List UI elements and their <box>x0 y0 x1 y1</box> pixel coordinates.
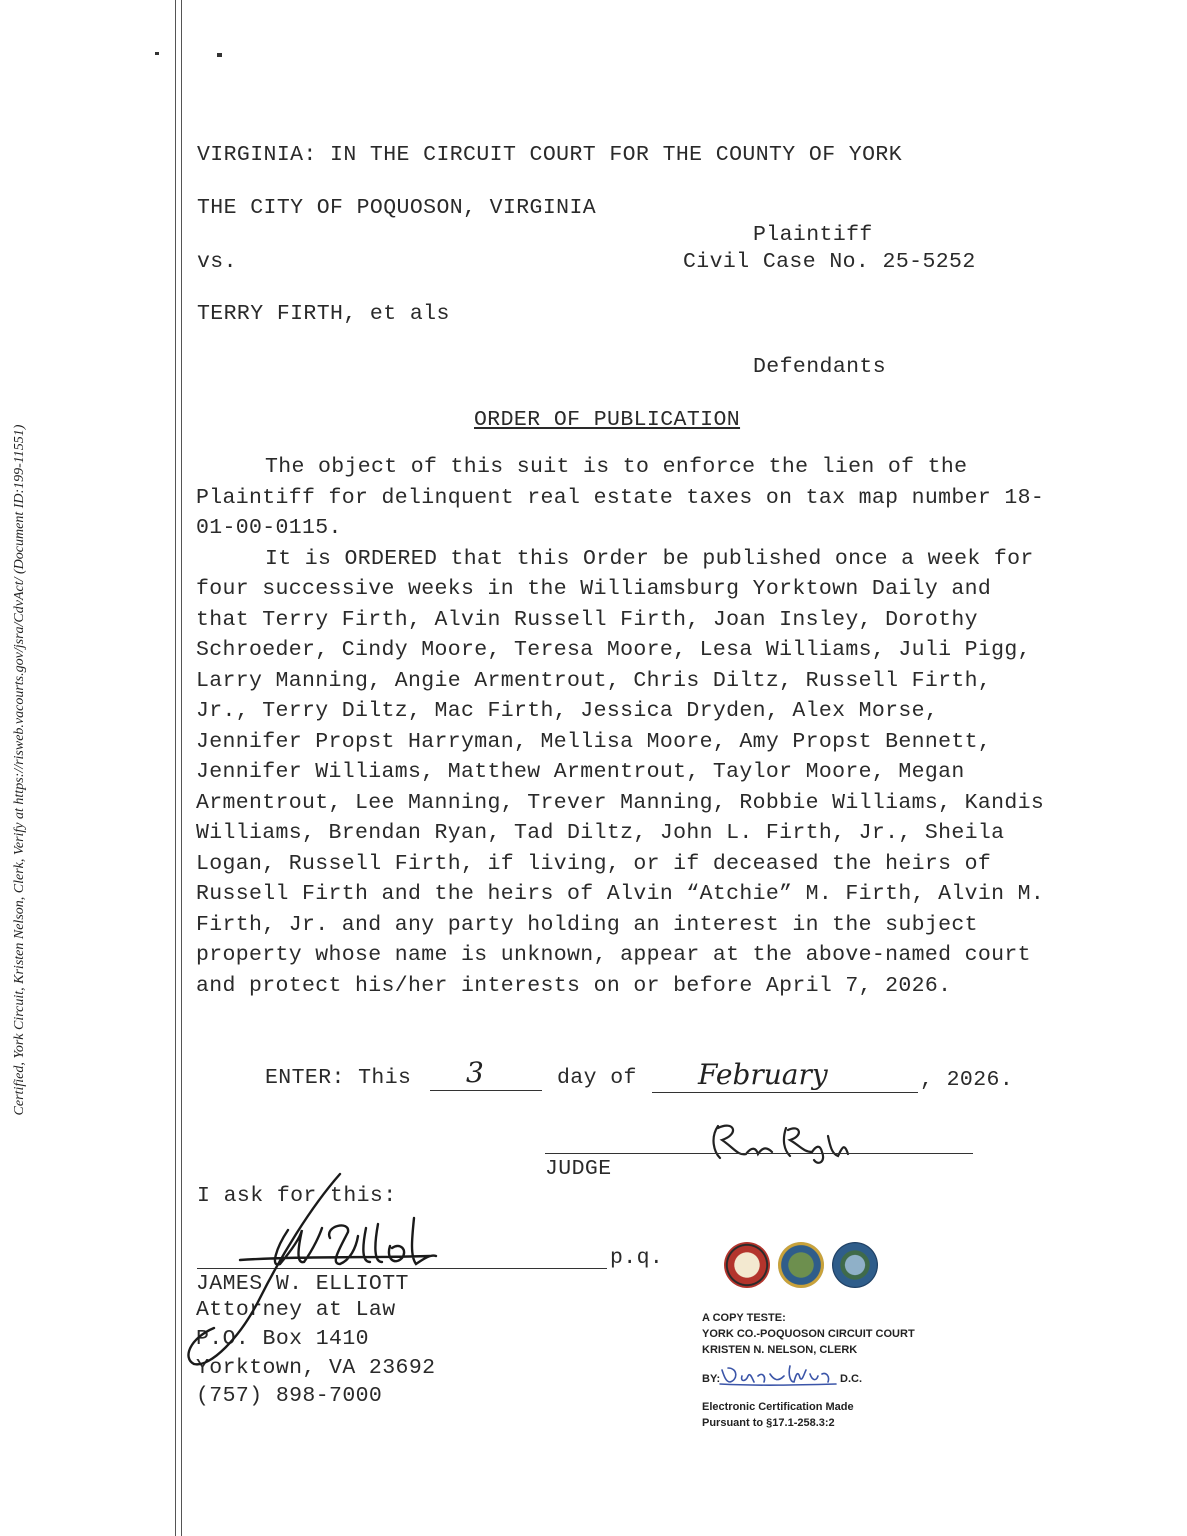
order-body <box>196 452 1056 1001</box>
cert-clerk: KRISTEN N. NELSON, CLERK <box>702 1344 858 1356</box>
poquoson-seal-icon <box>832 1242 878 1288</box>
judge-line <box>545 1153 973 1154</box>
month-blank <box>652 1092 918 1093</box>
day-of-label: day of <box>557 1066 637 1090</box>
day-blank <box>430 1090 542 1091</box>
attorney-signature <box>180 1168 440 1388</box>
cert-electronic: Electronic Certification Made <box>702 1401 854 1413</box>
plaintiff-role: Plaintiff <box>753 223 873 247</box>
cert-statute: Pursuant to §17.1-258.3:2 <box>702 1417 835 1429</box>
attorney-phone: (757) 898-7000 <box>196 1384 383 1408</box>
defendant-name: TERRY FIRTH, et als <box>197 302 450 326</box>
deputy-clerk-signature <box>718 1360 838 1388</box>
enter-prefix: ENTER: This <box>265 1066 412 1090</box>
month-handwritten: February <box>698 1058 828 1091</box>
plaintiff-name: THE CITY OF POQUOSON, VIRGINIA <box>197 196 597 220</box>
cert-by-label: BY: <box>702 1373 721 1385</box>
court-heading: VIRGINIA: IN THE CIRCUIT COURT FOR THE COUNTY OF YORK <box>197 143 903 167</box>
cert-dc-label: D.C. <box>840 1373 862 1385</box>
paragraph-purpose: The object of this suit is to enforce the lien of the Plaintiff for delinquent real estate taxes on tax map number 18-01-00-0115. <box>196 455 1045 540</box>
attorney-title: Attorney at Law <box>196 1298 396 1322</box>
attorney-box: P.O. Box 1410 <box>196 1327 369 1351</box>
judge-signature <box>700 1118 870 1168</box>
versus: vs. <box>197 250 237 274</box>
ask-for-this: I ask for this: <box>197 1184 397 1208</box>
pro-quo-label: p.q. <box>610 1246 664 1270</box>
cert-copy-teste: A COPY TESTE: <box>702 1312 786 1324</box>
case-number: Civil Case No. 25-5252 <box>683 250 976 274</box>
document-title: ORDER OF PUBLICATION <box>474 408 741 432</box>
enter-year: , 2026. <box>920 1068 1014 1092</box>
attorney-name: JAMES W. ELLIOTT <box>196 1272 409 1296</box>
margin-rule-left <box>175 0 176 1536</box>
cert-court: YORK CO.-POQUOSON CIRCUIT COURT <box>702 1328 915 1340</box>
judge-label: JUDGE <box>545 1157 612 1181</box>
attorney-city: Yorktown, VA 23692 <box>196 1356 436 1380</box>
day-handwritten: 3 <box>466 1056 484 1089</box>
york-county-seal-icon <box>778 1242 824 1288</box>
scan-speck <box>217 53 222 57</box>
virginia-seal-icon <box>724 1242 770 1288</box>
defendant-role: Defendants <box>753 355 887 379</box>
side-certification: Certified, York Circuit, Kristen Nelson, Clerk, Verify at https://risweb.vacourts.gov/jsra/CdvAct/ (Document ID:199-11551) <box>12 424 27 1116</box>
scan-speck <box>155 52 159 55</box>
paragraph-order: It is ORDERED that this Order be published once a week for four successive weeks in the Williamsburg Yorktown Daily and that Terry Firth, Alvin Russell Firth, Joan Insley, Dorothy Schroeder, Cindy Moore, Teresa Moore, Lesa Williams, Juli Pigg, Larry Manning, Angie Armentrout, Chris Diltz, Russell Firth, Jr., Terry Diltz, Mac Firth, Jessica Dryden, Alex Morse, Jennifer Propst Harryman, Mellisa Moore, Amy Propst Bennett, Jennifer Williams, Matthew Armentrout, Taylor Moore, Megan Armentrout, Lee Manning, Trever Manning, Robbie Williams, Kandis Williams, Brendan Ryan, Tad Diltz, John L. Firth, Jr., Sheila Logan, Russell Firth, if living, or if deceased the heirs of Russell Firth and the heirs of Alvin “Atchie” M. Firth, Alvin M. Firth, Jr. and any party holding an interest in the subject property whose name is unknown, appear at the above-named court and protect his/her interests on or before April 7, 2026. <box>196 546 1045 998</box>
